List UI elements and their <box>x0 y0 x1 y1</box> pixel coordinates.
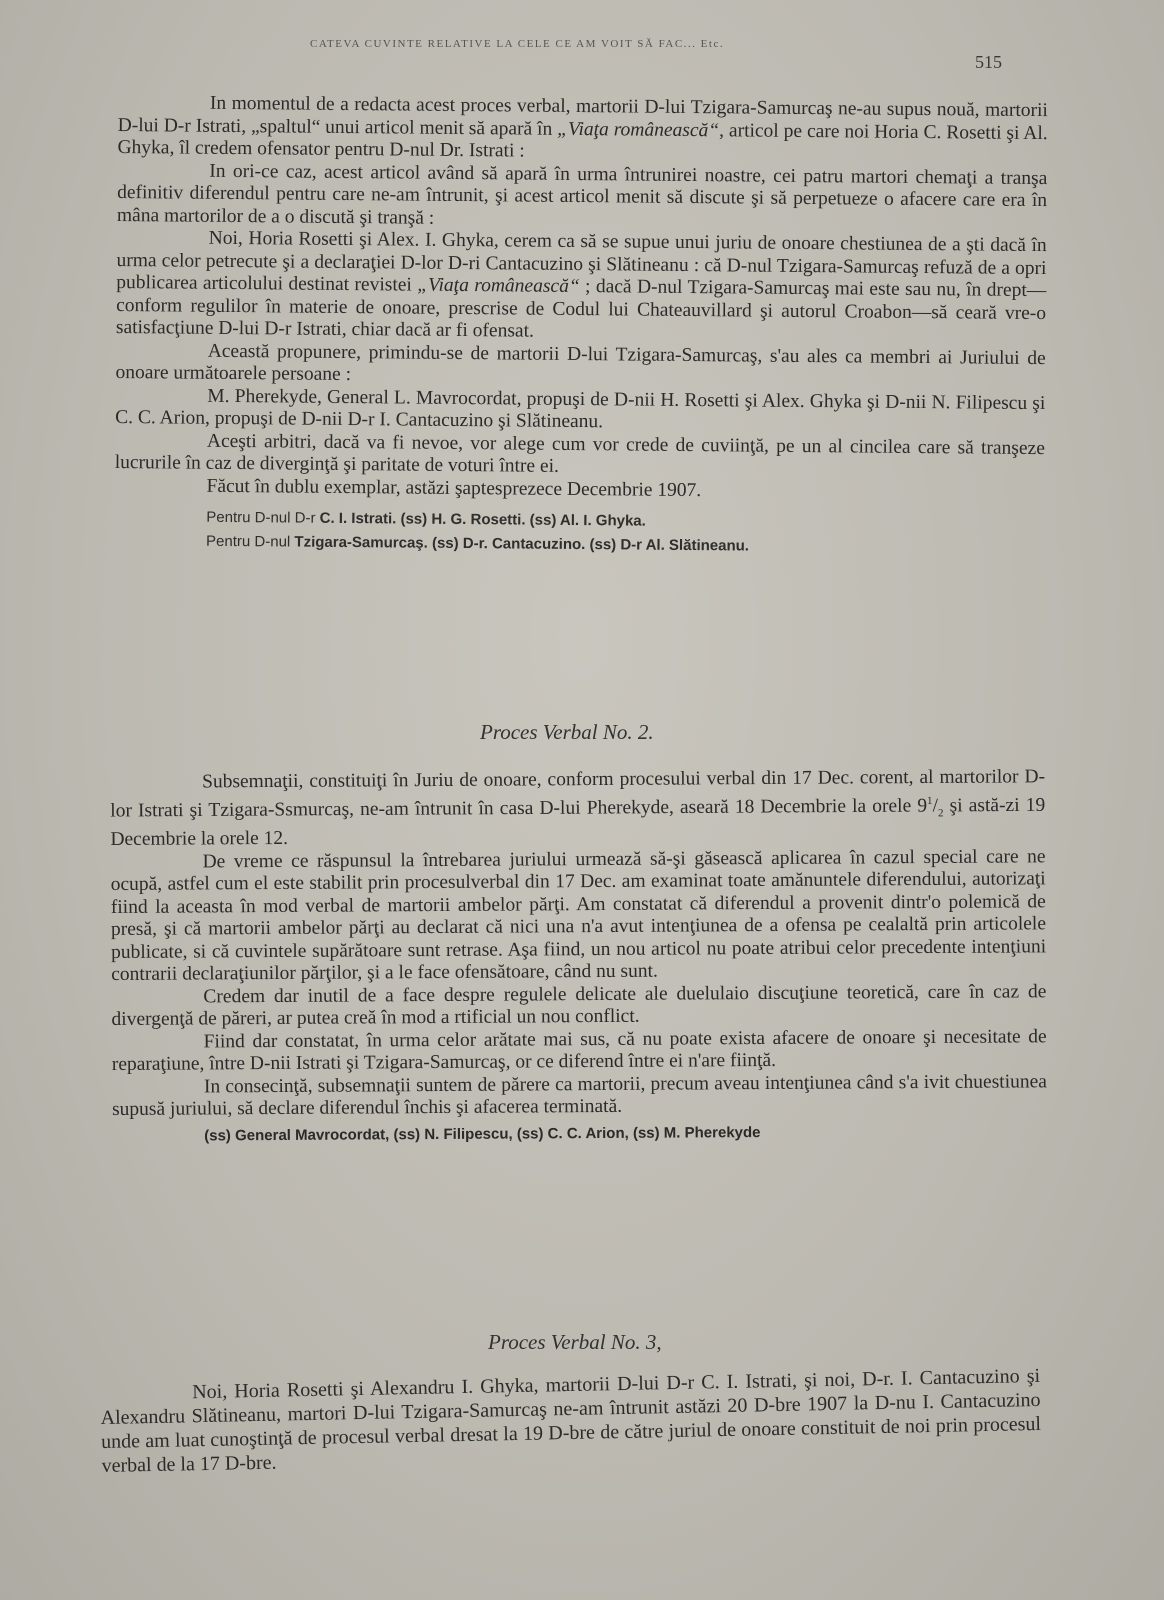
text-span: Noi, Horia Rosetti şi Alex. I. Ghyka, cerem ca să se supue unui juriu de onoare chestiunea de a şti dacă în urma celor petrecute şi a declaraţiei D-lor D-ri Cantacuzino şi Slătineanu : că D-nul Tzigara-Samurcaş refuză de a opri publicarea articolului destinat revistei <box>116 227 1047 296</box>
section-title-2: Proces Verbal No. 2. <box>480 720 654 744</box>
paragraph: Subsemnaţii, constituiţi în Juriu de onoare, conform procesului verbal din 17 Dec. corent, al martorilor D-lor Istrati şi Tzigara-Ssmurcaş, ne-am întrunit în casa D-lui Pherekyde, aseară 18 Decembrie la orele $9^1/_2$ şi astă-zi 19 Decembrie la orele 12. <box>110 766 1046 851</box>
text-span: Pentru D-nul D-r <box>206 508 320 527</box>
paragraph: In ori-ce caz, acest articol având să apară în urma întrunirei noastre, cei patru martori chemaţi a tranşa definitiv diferendul pentru care ne-am întrunit, şi acest articol menit să discute şi să perpetueze o afacere care era în mâna martorilor de a o discută şi tranşă : <box>116 160 1048 229</box>
paragraph: Fiind dar constatat, în urma celor arătate mai sus, că nu poate exista afacere de onoare şi necesitate de reparaţiune, între D-nii Istrati şi Tzigara-Samurcaş, or ce diferend între ei n'are fiinţă. <box>111 1026 1047 1076</box>
text-span: ; dacă D-nul Tzigara-Samurcaş mai este sau nu, în drept—conform regulilor în materie de onoare, prescrise de Codul lui Chateauvillard şi autorul Croabon—să ceară vre-o satisfacţiune D-lui D-r Istrati, chiar dacă ar fi ofensat. <box>115 276 1047 342</box>
paragraph <box>117 92 1048 168</box>
paragraph: Aceşti arbitri, dacă va fi nevoe, vor alege cum vor crede de cuviinţă, pe un al cincilea care să tranşeze lucrurile în caz de diverginţă şi paritate de voturi între ei. <box>114 430 1046 477</box>
text-span: şi astă-zi 19 Decembrie la orele 12. <box>110 794 1046 851</box>
running-head: CATEVA CUVINTE RELATIVE LA CELE CE AM VOIT SĂ FAC... Etc. <box>310 38 725 50</box>
paragraph: Această propunere, primindu-se de martorii D-lui Tzigara-Samurcaş, s'au ales ca membri ai Juriului de onoare următoarele persoane : <box>115 340 1046 386</box>
text-span: In momentul de a redacta acest proces verbal, martorii D-lui Tzigara-Samurcaş ne-au supus nouă, martorii D-lui D-r Istrati, „spaltul“ unui articol menit să apară în <box>117 92 1048 140</box>
fraction-denominator: 2 <box>937 806 944 819</box>
signature-names: Tzigara-Samurcaş. (ss) D-r. Cantacuzino. (ss) D-r Al. Slătineanu. <box>294 533 750 555</box>
paragraph: Noi, Horia Rosetti şi Alexandru I. Ghyka, martorii D-lui D-r C. I. Istrati, şi noi, D-r. I. Cantacuzino şi Alexandru Slătineanu, martori D-lui Tzigara-Samurcaş ne-am întrunit astăzi 20 D-bre 1907 la D-nu I. Cantacuzino unde am luat cunoştinţă de procesul verbal dresat la 19 D-bre de către juriul de onoare constituit de noi prin procesul verbal de la 17 D-bre. <box>100 1364 1042 1477</box>
paragraph: Credem dar inutil de a face despre regulele delicate ale duelulaio discuţiune teoretică, care în caz de divergenţă de păreri, ar putea creă în mod a rtificial un nou conflict. <box>111 981 1047 1031</box>
paragraph: De vreme ce răspunsul la întrebarea juriului urmează să-şi găsească aplicarea în cazul special care ne ocupă, astfel cum el este stabilit prin procesulverbal din 17 Dec. am examinat toate amănuntele diferendului, autorizaţi fiind la aceasta în mod verbal de martorii ambelor părţi. Am constatat că diferendul a provenit dintr'o polemică de presă, şi că martorii ambelor părţi au declarat că nici una n'a avut intenţiunea de a ofensa pe cealaltă prin articolele publicate, si că cuvintele supărătoare sunt retrase. Aşa fiind, un nou articol nu poate atribui celor precedente intenţiuni contrarii declaraţiunilor părţilor, şi a le face ofensătoare, când nu sunt. <box>110 846 1047 986</box>
proces-verbal-3-body <box>100 1364 1042 1478</box>
jury-signatures: (ss) General Mavrocordat, (ss) N. Filipescu, (ss) C. C. Arion, (ss) M. Pherekyde <box>204 1123 761 1145</box>
italic-title: „Viaţa românească“ <box>557 118 720 141</box>
section-title-3: Proces Verbal No. 3, <box>488 1330 662 1354</box>
proces-verbal-2-body <box>110 766 1047 1148</box>
text-span: Subsemnaţii, constituiţi în Juriu de onoare, conform procesului verbal din 17 Dec. corent, al martorilor D-lor Istrati şi Tzigara-Ssmurcaş, ne-am întrunit în casa D-lui Pherekyde, aseară 18 Decembrie la orele 9 <box>110 766 1046 821</box>
paragraph: In consecinţă, subsemnaţii suntem de părere ca martorii, precum aveau intenţiunea când s'a ivit chuestiunea supusă juriului, să declare diferendul închis şi afacerea terminată. <box>111 1071 1047 1121</box>
text-span: , articol pe care noi Horia C. Rosetti şi Al. Ghyka, îl credem ofensator pentru D-nul Dr. Istrati : <box>117 119 1048 162</box>
page-number: 515 <box>975 52 1002 72</box>
paragraph: Făcut în dublu exemplar, astăzi şaptesprezece Decembrie 1907. <box>206 475 702 501</box>
paragraph: M. Pherekyde, General L. Mavrocordat, propuşi de D-nii H. Rosetti şi Alex. Ghyka şi D-nii N. Filipescu şi C. C. Arion, propuşi de D-nii D-r I. Cantacuzino şi Slătineanu. <box>115 385 1046 433</box>
proces-verbal-1-body <box>114 92 1048 561</box>
text-span: Pentru D-nul <box>206 532 295 551</box>
signature-names: C. I. Istrati. (ss) H. G. Rosetti. (ss) Al. I. Ghyka. <box>319 509 646 530</box>
italic-title: „Viaţa românească“ <box>417 274 580 298</box>
fraction-numerator: 1 <box>926 794 933 807</box>
paragraph <box>116 227 1047 348</box>
